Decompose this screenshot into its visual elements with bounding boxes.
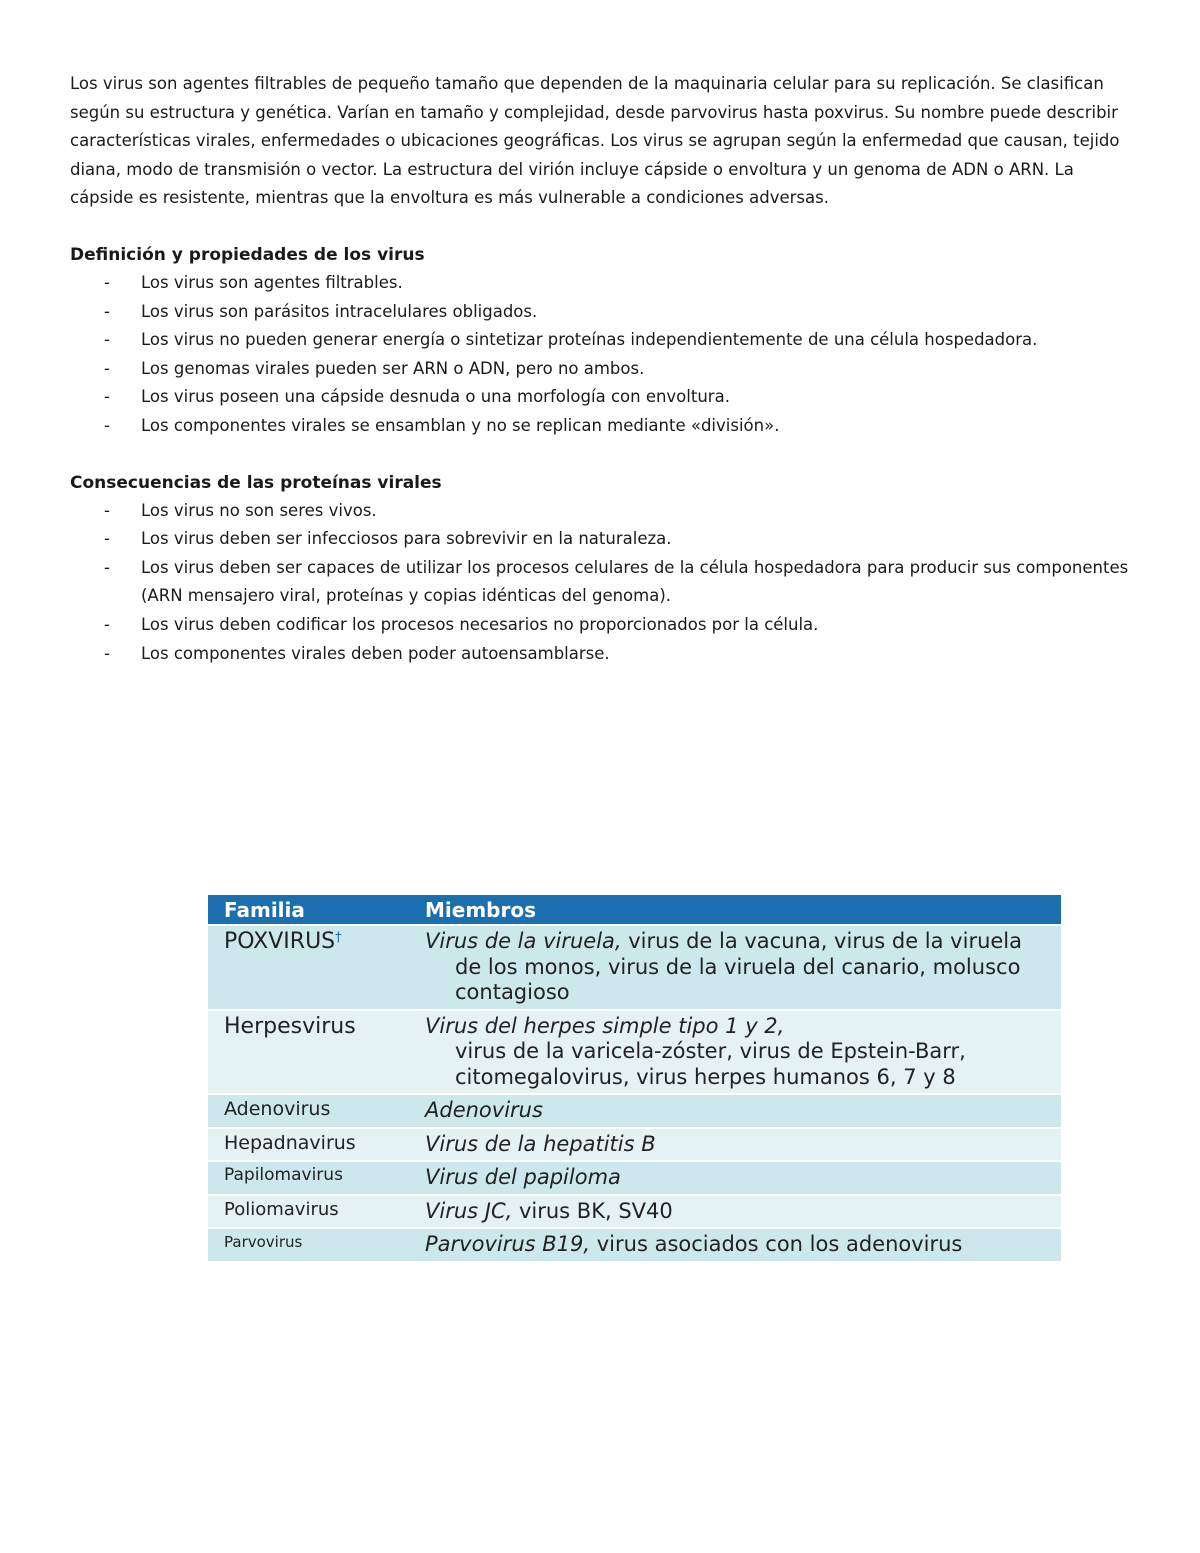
members-text: virus asociados con los adenovirus bbox=[590, 1232, 963, 1256]
definition-list bbox=[70, 269, 1132, 441]
table-row bbox=[208, 1162, 1061, 1196]
members-cell bbox=[409, 1162, 1061, 1196]
members-text: citomegalovirus, virus herpes humanos 6, 7 y 8 bbox=[455, 1064, 956, 1089]
family-name: POXVIRUS bbox=[224, 929, 336, 954]
bullet-dash: - bbox=[104, 529, 110, 549]
list-item bbox=[70, 497, 1132, 526]
members-text: contagioso bbox=[455, 980, 570, 1004]
bullet-dash: - bbox=[104, 301, 110, 321]
bullet-dash: - bbox=[104, 358, 110, 378]
list-item-text: Los virus deben ser infecciosos para sobrevivir en la naturaleza. bbox=[141, 529, 672, 549]
list-item-text: Los virus poseen una cápside desnuda o una morfología con envoltura. bbox=[141, 387, 730, 407]
family-cell bbox=[208, 1095, 409, 1129]
members-italic: Virus del papiloma bbox=[425, 1165, 621, 1189]
table-row bbox=[208, 1011, 1061, 1096]
virus-family-table bbox=[208, 895, 1061, 1263]
list-item-text: Los virus no son seres vivos. bbox=[141, 500, 377, 520]
section-heading-consequences: Consecuencias de las proteínas virales bbox=[70, 472, 442, 493]
table-row bbox=[208, 1129, 1061, 1163]
intro-paragraph: Los virus son agentes filtrables de pequeño tamaño que dependen de la maquinaria celular para su replicación. Se clasifican según su estructura y genética. Varían en tamaño y complejidad, desde parvovirus hasta poxvirus. Su nombre puede describir características virales, enfermedades o ubicaciones geográficas. Los virus se agrupan según la enfermedad que causan, tejido diana, modo de transmisión o vector. La estructura del virión incluye cápside o envoltura y un genoma de ADN o ARN. La cápside es resistente, mientras que la envoltura es más vulnerable a condiciones adversas. bbox=[70, 74, 1120, 208]
members-text: virus de la varicela-zóster, virus de Epstein-Barr, bbox=[455, 1039, 966, 1063]
list-item-text: Los componentes virales deben poder autoensamblarse. bbox=[141, 643, 610, 663]
members-cell bbox=[409, 1129, 1061, 1163]
list-item-text: Los virus no pueden generar energía o sintetizar proteínas independientemente de una célula hospedadora. bbox=[141, 330, 1038, 350]
list-item-text: Los genomas virales pueden ser ARN o ADN, pero no ambos. bbox=[141, 358, 645, 378]
family-cell bbox=[208, 926, 409, 1011]
members-italic: Virus de la hepatitis B bbox=[425, 1131, 656, 1156]
members-italic: Virus de la viruela, bbox=[425, 929, 622, 953]
table-row bbox=[208, 1196, 1061, 1230]
members-text: virus de la vacuna, virus de la viruela bbox=[621, 929, 1023, 953]
list-item bbox=[70, 355, 1132, 384]
list-item bbox=[70, 640, 1132, 669]
bullet-dash: - bbox=[104, 387, 110, 407]
list-item-text: Los componentes virales se ensamblan y no se replican mediante «división». bbox=[141, 415, 780, 435]
family-cell bbox=[208, 1196, 409, 1230]
table-row bbox=[208, 926, 1061, 1011]
list-item bbox=[70, 298, 1132, 327]
list-item bbox=[70, 412, 1132, 441]
family-cell bbox=[208, 1162, 409, 1196]
family-cell bbox=[208, 1011, 409, 1096]
list-item bbox=[70, 326, 1132, 355]
table-header-row bbox=[208, 895, 1061, 926]
members-cell bbox=[409, 926, 1061, 1011]
bullet-dash: - bbox=[104, 643, 110, 663]
list-item bbox=[70, 269, 1132, 298]
table-row bbox=[208, 1095, 1061, 1129]
members-italic: Adenovirus bbox=[425, 1098, 543, 1122]
bullet-dash: - bbox=[104, 614, 110, 634]
bullet-dash: - bbox=[104, 272, 110, 292]
bullet-dash: - bbox=[104, 557, 110, 577]
list-item-text: Los virus deben codificar los procesos necesarios no proporcionados por la célula. bbox=[141, 614, 819, 634]
list-item-text: Los virus son parásitos intracelulares obligados. bbox=[141, 301, 538, 321]
family-name: Poliomavirus bbox=[224, 1198, 339, 1220]
list-item-text: Los virus son agentes filtrables. bbox=[141, 272, 403, 292]
list-item bbox=[70, 525, 1132, 554]
header-members: Miembros bbox=[409, 895, 1061, 926]
consequences-list bbox=[70, 497, 1132, 669]
bullet-dash: - bbox=[104, 500, 110, 520]
members-italic: Parvovirus B19, bbox=[425, 1232, 591, 1256]
header-family: Familia bbox=[208, 895, 409, 926]
list-item-text: Los virus deben ser capaces de utilizar los procesos celulares de la célula hospedadora para producir sus componentes (ARN mensajero viral, proteínas y copias idénticas del genoma). bbox=[141, 557, 1129, 606]
members-text: virus BK, SV40 bbox=[512, 1198, 673, 1223]
family-cell bbox=[208, 1229, 409, 1263]
family-name: Papilomavirus bbox=[224, 1165, 343, 1185]
family-name: Parvovirus bbox=[224, 1233, 303, 1251]
members-cell bbox=[409, 1011, 1061, 1096]
document-page bbox=[70, 70, 1132, 668]
members-text: de los monos, virus de la viruela del canario, molusco bbox=[455, 954, 1021, 979]
section-heading-definition: Definición y propiedades de los virus bbox=[70, 244, 425, 265]
list-item bbox=[70, 554, 1132, 611]
members-cell bbox=[409, 1196, 1061, 1230]
members-cell bbox=[409, 1095, 1061, 1129]
family-name: Hepadnavirus bbox=[224, 1131, 356, 1154]
family-name: Herpesvirus bbox=[224, 1013, 356, 1039]
table-row bbox=[208, 1229, 1061, 1263]
members-cell bbox=[409, 1229, 1061, 1263]
list-item bbox=[70, 383, 1132, 412]
family-name: Adenovirus bbox=[224, 1098, 331, 1120]
members-italic: Virus del herpes simple tipo 1 y 2, bbox=[425, 1013, 785, 1038]
bullet-dash: - bbox=[104, 330, 110, 350]
bullet-dash: - bbox=[104, 415, 110, 435]
list-item bbox=[70, 611, 1132, 640]
members-italic: Virus JC, bbox=[425, 1198, 513, 1223]
family-cell bbox=[208, 1129, 409, 1163]
dagger-mark: † bbox=[335, 930, 342, 946]
